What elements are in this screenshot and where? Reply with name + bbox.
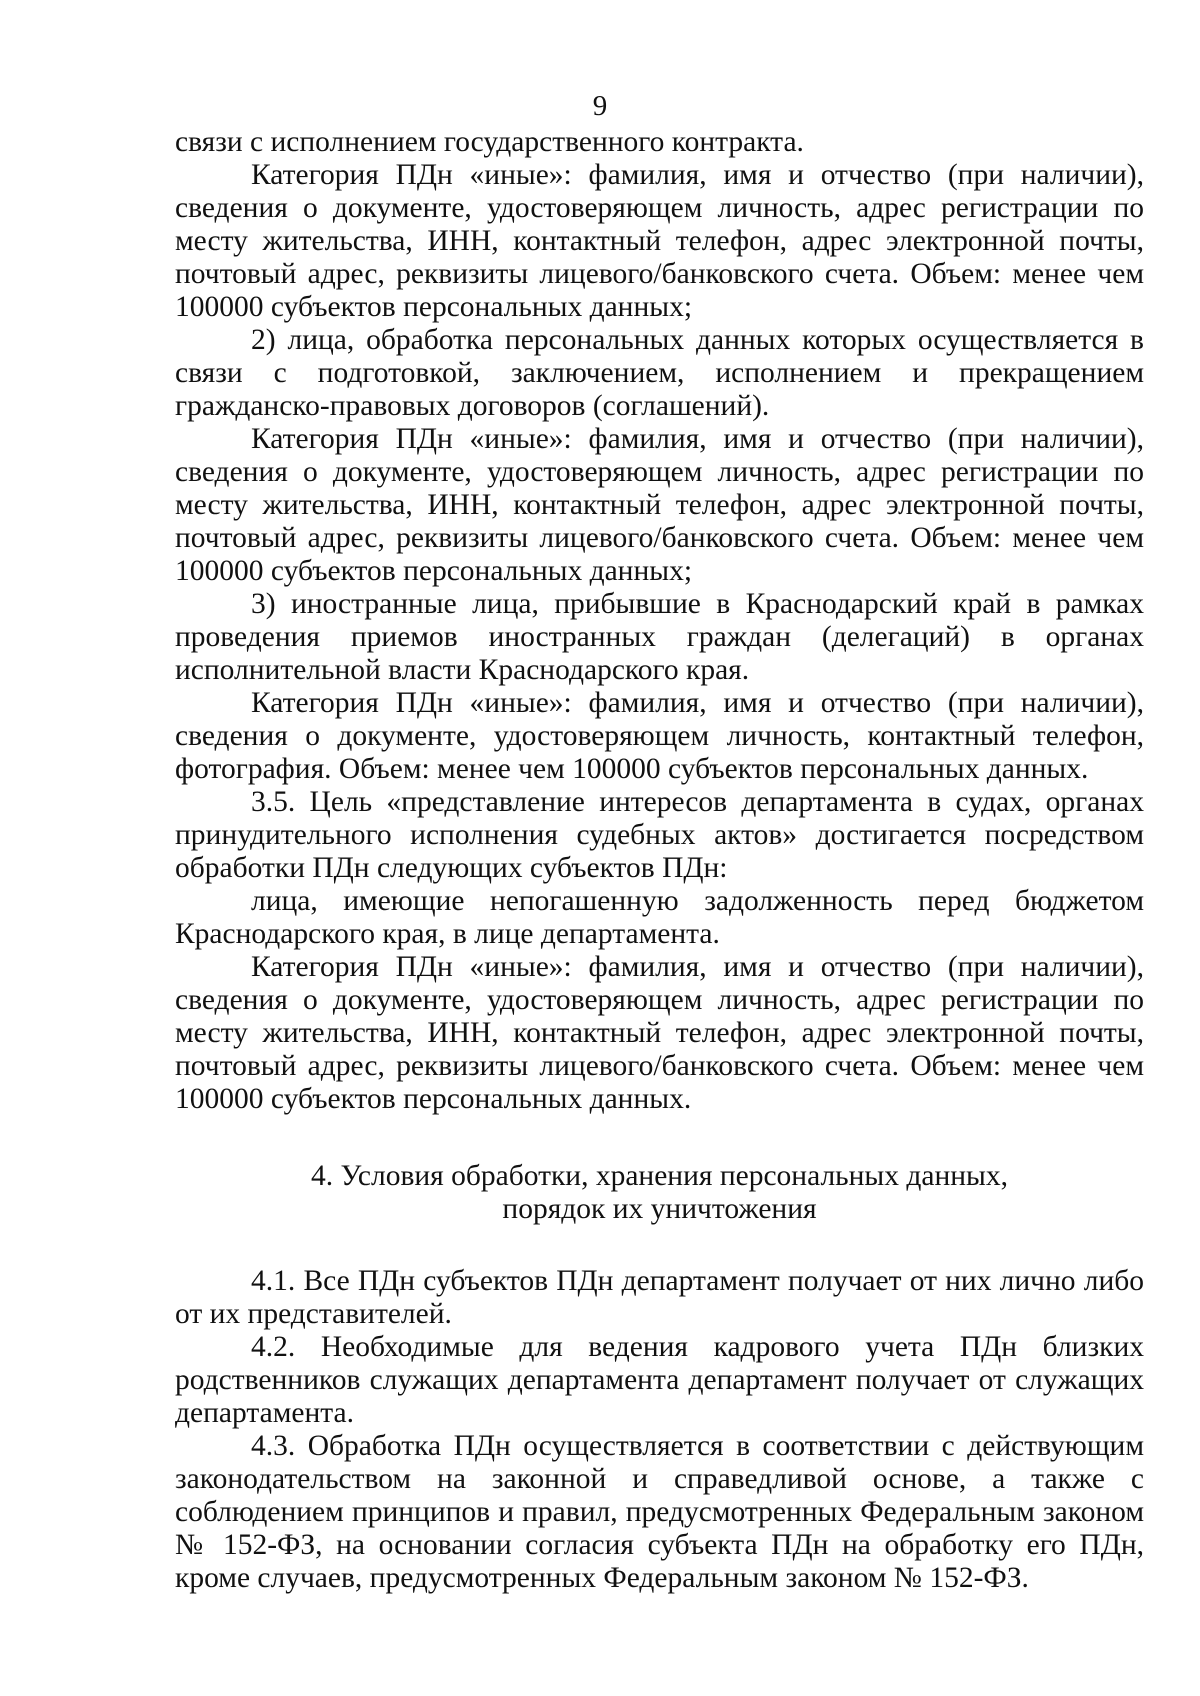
page-number: 9 bbox=[592, 90, 608, 122]
section-heading-line-1: 4. Условия обработки, хранения персональных данных, bbox=[311, 1160, 1008, 1192]
paragraph: лица, имеющие непогашенную задолженность перед бюджетом Краснодарского края, в лице департамента. bbox=[175, 885, 1144, 950]
paragraph: Категория ПДн «иные»: фамилия, имя и отчество (при наличии), сведения о документе, удостоверяющем личность, адрес регистрации по месту жительства, ИНН, контактный телефон, адрес электронной почты, почтовый адрес, реквизиты лицевого/банковского счета. Объем: менее чем 100000 субъектов персональных данных; bbox=[175, 423, 1144, 587]
paragraph: Категория ПДн «иные»: фамилия, имя и отчество (при наличии), сведения о документе, удостоверяющем личность, адрес регистрации по месту жительства, ИНН, контактный телефон, адрес электронной почты, почтовый адрес, реквизиты лицевого/банковского счета. Объем: менее чем 100000 субъектов персональных данных. bbox=[175, 951, 1144, 1115]
paragraph: 4.1. Все ПДн субъектов ПДн департамент получает от них лично либо от их представителей. bbox=[175, 1265, 1144, 1330]
paragraph: 3.5. Цель «представление интересов департамента в судах, органах принудительного исполнения судебных актов» достигается посредством обработки ПДн следующих субъектов ПДн: bbox=[175, 786, 1144, 884]
paragraph: 2) лица, обработка персональных данных которых осуществляется в связи с подготовкой, заключением, исполнением и прекращением гражданско-правовых договоров (соглашений). bbox=[175, 324, 1144, 422]
paragraph: 4.2. Необходимые для ведения кадрового учета ПДн близких родственников служащих департамента департамент получает от служащих департамента. bbox=[175, 1331, 1144, 1429]
paragraph: Категория ПДн «иные»: фамилия, имя и отчество (при наличии), сведения о документе, удостоверяющем личность, контактный телефон, фотография. Объем: менее чем 100000 субъектов персональных данных. bbox=[175, 687, 1144, 785]
paragraph: 4.3. Обработка ПДн осуществляется в соответствии с действующим законодательством на законной и справедливой основе, а также с соблюдением принципов и правил, предусмотренных Федеральным законом № 152-ФЗ, на основании согласия субъекта ПДн на обработку его ПДн, кроме случаев, предусмотренных Федеральным законом № 152-ФЗ. bbox=[175, 1430, 1144, 1594]
paragraph: Категория ПДн «иные»: фамилия, имя и отчество (при наличии), сведения о документе, удостоверяющем личность, адрес регистрации по месту жительства, ИНН, контактный телефон, адрес электронной почты, почтовый адрес, реквизиты лицевого/банковского счета. Объем: менее чем 100000 субъектов персональных данных; bbox=[175, 159, 1144, 323]
paragraph: связи с исполнением государственного контракта. bbox=[175, 126, 804, 158]
body-text-part2 bbox=[175, 1265, 1144, 1595]
section-heading-line-2: порядок их уничтожения bbox=[502, 1193, 817, 1225]
paragraph: 3) иностранные лица, прибывшие в Краснодарский край в рамках проведения приемов иностранных граждан (делегаций) в органах исполнительной власти Краснодарского края. bbox=[175, 588, 1144, 686]
section-heading bbox=[175, 1160, 1144, 1226]
body-text-part1 bbox=[175, 126, 1144, 1116]
